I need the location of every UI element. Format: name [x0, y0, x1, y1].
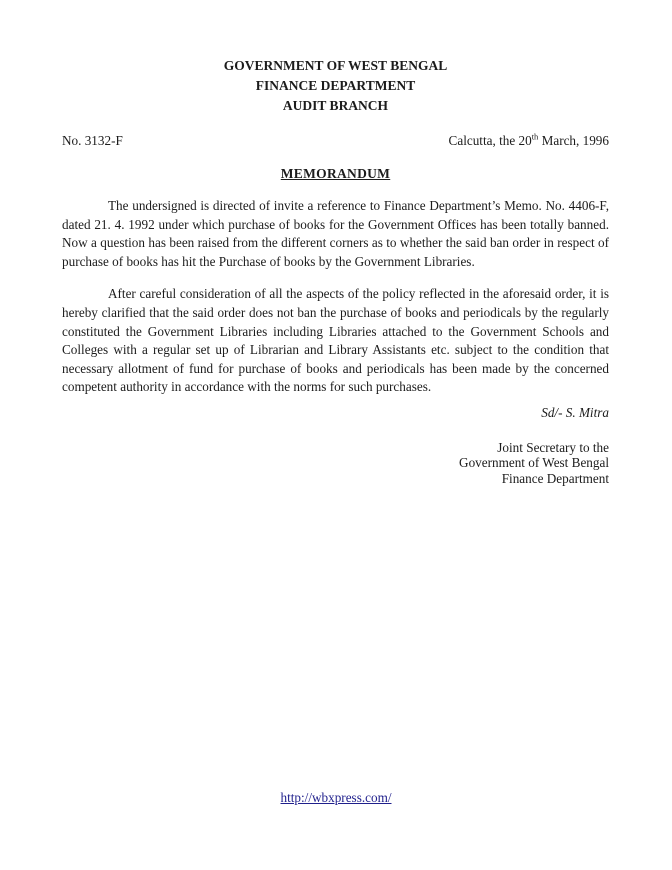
memo-number: No. 3132-F	[62, 133, 123, 148]
source-link[interactable]: http://wbxpress.com/	[280, 790, 392, 805]
designation-line-2: Government of West Bengal	[459, 455, 609, 471]
date-ordinal-superscript: th	[531, 131, 539, 142]
designation-line-1: Joint Secretary to the	[497, 439, 609, 455]
letterhead-branch: AUDIT BRANCH	[282, 98, 389, 113]
reference-row	[62, 132, 609, 150]
paragraph-2: After careful consideration of all the aspects of the policy reflected in the aforesaid order, it is hereby clarified that the said order does not ban the purchase of books and periodicals by the regularly constituted the Government Libraries including Libraries attached to the Government Schools and Colleges with a regular set up of Librarian and Library Assistants etc. subject to the condition that necessary allotment of fund for purchase of books and periodicals has been made by the concerned competent authority in accordance with the norms for such purchases.	[62, 286, 609, 395]
date-prefix: Calcutta, the 20	[448, 133, 532, 148]
footer	[0, 790, 672, 806]
paragraph-1: The undersigned is directed of invite a reference to Finance Department’s Memo. No. 4406-F, dated 21. 4. 1992 under which purchase of books for the Government Offices has been totally banned. Now a question has been raised from the different corners as to whether the said ban order in respect of purchase of books has hit the Purchase of books by the Government Libraries.	[62, 198, 609, 269]
designation-line-3: Finance Department	[501, 470, 609, 486]
signatory-designation	[62, 440, 609, 487]
signature-signed: Sd/- S. Mitra	[541, 404, 609, 420]
date-suffix: March, 1996	[538, 133, 609, 148]
memorandum-title: MEMORANDUM	[280, 166, 391, 181]
letterhead-department: FINANCE DEPARTMENT	[255, 78, 416, 93]
letterhead-government: GOVERNMENT OF WEST BENGAL	[223, 58, 448, 73]
place-and-date	[449, 132, 609, 150]
letterhead	[62, 56, 609, 116]
